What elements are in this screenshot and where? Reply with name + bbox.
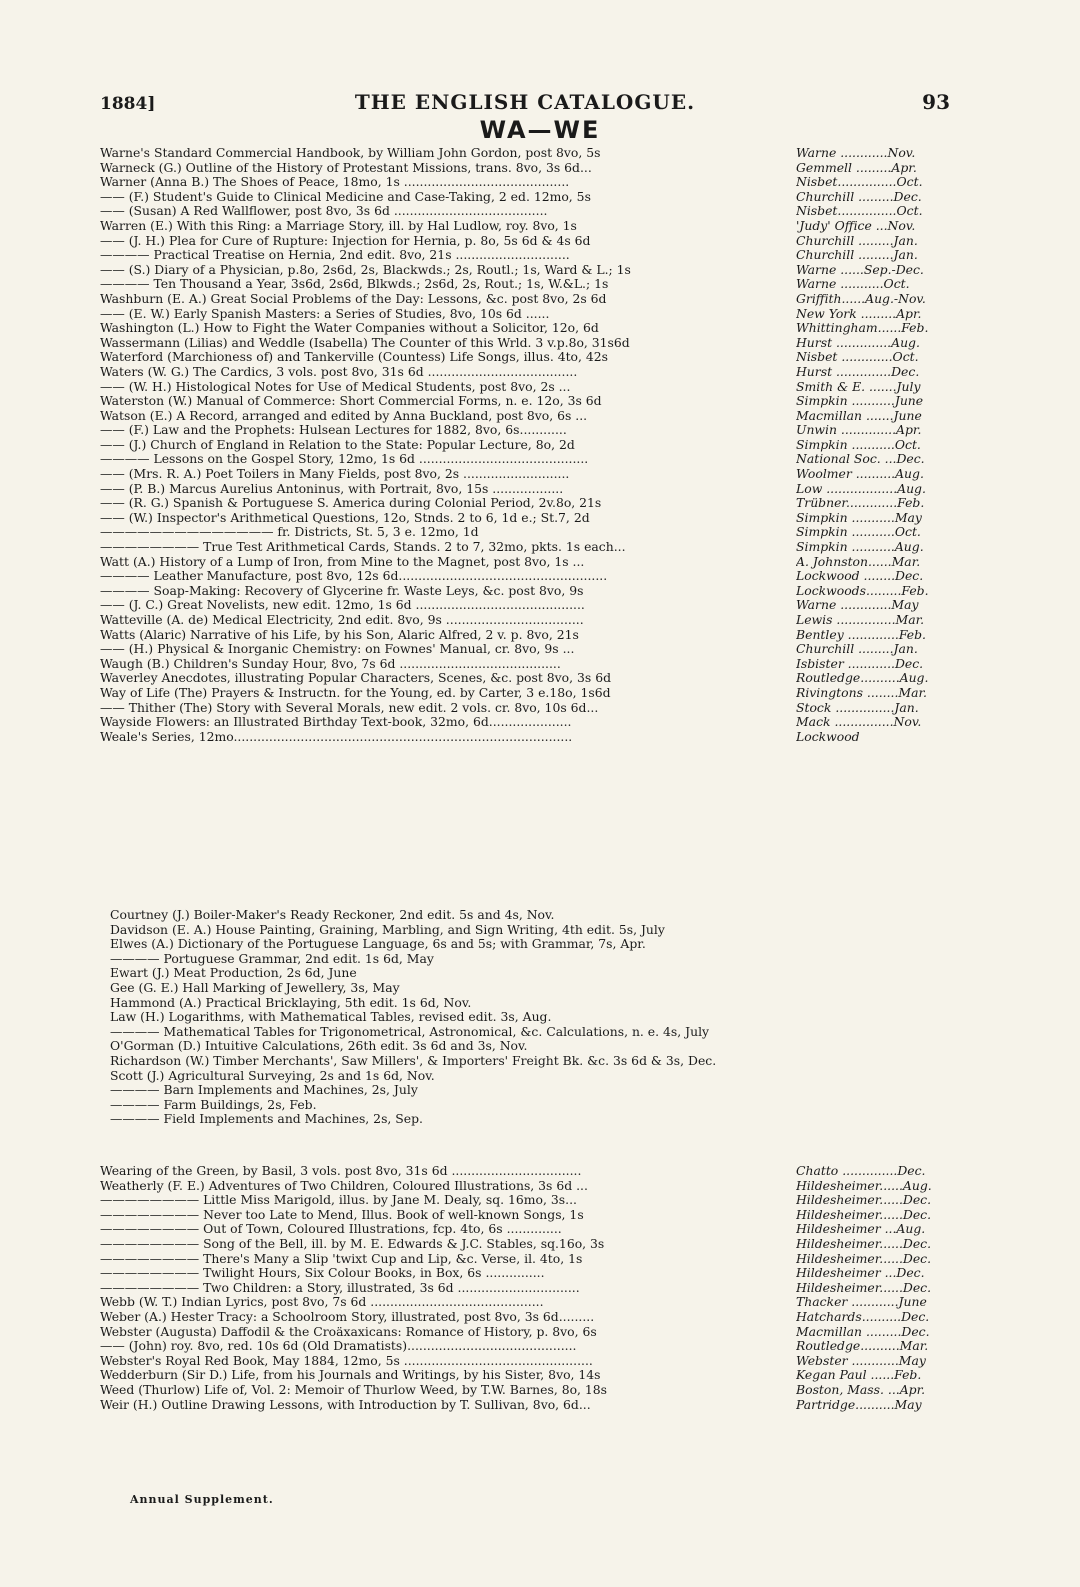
entries-wa — [100, 146, 940, 744]
catalogue-entry — [100, 1354, 940, 1369]
entry-publisher: Isbister ............Dec. — [796, 656, 924, 671]
catalogue-entry — [100, 730, 940, 745]
entry-title: Watson (E.) A Record, arranged and edited by Anna Buckland, post 8vo, 6s ... — [100, 408, 588, 423]
entry-publisher: Woolmer ..........Aug. — [796, 467, 924, 482]
catalogue-entry — [100, 671, 940, 686]
weale-entry: O'Gorman (D.) Intuitive Calculations, 26th edit. 3s 6d and 3s, Nov. — [110, 1039, 528, 1054]
catalogue-entry — [100, 350, 940, 365]
entry-title: ———————— Out of Town, Coloured Illustrations, fcp. 4to, 6s .............. — [100, 1222, 562, 1237]
catalogue-entry — [100, 642, 940, 657]
catalogue-entry — [100, 380, 940, 395]
entry-publisher: Macmillan .........Dec. — [796, 1324, 930, 1339]
entry-title: —— (J.) Church of England in Relation to the State: Popular Lecture, 8o, 2d — [100, 437, 575, 452]
weale-entry: Ewart (J.) Meat Production, 2s 6d, June — [110, 966, 357, 981]
entry-title: —— (F.) Student's Guide to Clinical Medicine and Case-Taking, 2 ed. 12mo, 5s — [100, 189, 591, 204]
entry-title: Warne's Standard Commercial Handbook, by William John Gordon, post 8vo, 5s — [100, 146, 601, 160]
entry-publisher: A. Johnston......Mar. — [796, 554, 921, 569]
entry-publisher: Warne ............Nov. — [796, 146, 916, 160]
entry-title: Wassermann (Lilias) and Weddle (Isabella) The Counter of this Wrld. 3 v.p.8o, 31s6d — [100, 335, 630, 350]
entry-title: Weatherly (F. E.) Adventures of Two Children, Coloured Illustrations, 3s 6d ... — [100, 1178, 588, 1193]
weale-entry: Courtney (J.) Boiler-Maker's Ready Reckoner, 2nd edit. 5s and 4s, Nov. — [110, 908, 555, 922]
entry-publisher: Simpkin ...........Aug. — [796, 540, 924, 555]
entry-publisher: Simpkin ...........May — [796, 510, 922, 525]
entry-publisher: Hurst ..............Dec. — [796, 364, 920, 379]
entry-publisher: Simpkin ...........June — [796, 394, 924, 409]
entry-publisher: Simpkin ...........Oct. — [796, 437, 921, 452]
entry-title: Waterford (Marchioness of) and Tankerville (Countess) Life Songs, illus. 4to, 42s — [100, 350, 609, 365]
entry-title: ———— Soap-Making: Recovery of Glycerine fr. Waste Leys, &c. post 8vo, 9s — [100, 583, 584, 598]
catalogue-entry — [100, 525, 940, 540]
entry-publisher: Mack ...............Nov. — [796, 715, 922, 730]
entry-title: Warneck (G.) Outline of the History of Protestant Missions, trans. 8vo, 3s 6d... — [100, 160, 592, 175]
entry-publisher: Routledge..........Mar. — [796, 1339, 929, 1354]
entry-publisher: Lockwoods.........Feb. — [796, 583, 929, 598]
catalogue-entry — [100, 1368, 940, 1383]
entry-title: Warner (Anna B.) The Shoes of Peace, 18mo, 1s .......................................... — [100, 175, 570, 190]
entry-publisher: New York .........Apr. — [796, 306, 922, 321]
catalogue-entry — [100, 1295, 940, 1310]
entry-title: Waters (W. G.) The Cardics, 3 vols. post 8vo, 31s 6d ...................................... — [100, 364, 578, 379]
entry-title: ———————— True Test Arithmetical Cards, Stands. 2 to 7, 32mo, pkts. 1s each... — [100, 540, 626, 555]
catalogue-entry — [100, 423, 940, 438]
entry-title: Weale's Series, 12mo...................................................................................... — [100, 729, 573, 744]
entry-publisher: Hurst ..............Aug. — [796, 335, 920, 350]
entry-title: Weir (H.) Outline Drawing Lessons, with Introduction by T. Sullivan, 8vo, 6d... — [100, 1397, 591, 1412]
header-year: 1884] — [100, 94, 156, 114]
entry-title: —— (Mrs. R. A.) Poet Toilers in Many Fields, post 8vo, 2s ........................... — [100, 467, 570, 482]
entry-title: Washington (L.) How to Fight the Water Companies without a Solicitor, 12o, 6d — [100, 321, 599, 336]
entry-publisher: Churchill .........Dec. — [796, 189, 922, 204]
entry-title: Watts (Alaric) Narrative of his Life, by his Son, Alaric Alfred, 2 v. p. 8vo, 21s — [100, 627, 579, 642]
catalogue-entry — [100, 1266, 940, 1281]
entry-publisher: Lewis ...............Mar. — [796, 613, 925, 627]
catalogue-entry — [100, 584, 940, 599]
catalogue-entry — [100, 175, 940, 190]
entry-publisher: Simpkin ...........Oct. — [796, 525, 921, 540]
catalogue-entry — [100, 394, 940, 409]
weale-entry: Hammond (A.) Practical Bricklaying, 5th edit. 1s 6d, Nov. — [110, 995, 472, 1010]
catalogue-entry — [100, 146, 940, 161]
entry-title: Washburn (E. A.) Great Social Problems of the Day: Lessons, &c. post 8vo, 2s 6d — [100, 291, 607, 306]
entry-title: Waverley Anecdotes, illustrating Popular Characters, Scenes, &c. post 8vo, 3s 6d — [100, 671, 612, 686]
catalogue-entry — [100, 1179, 940, 1194]
catalogue-entry — [100, 1193, 940, 1208]
entry-publisher: Hildesheimer......Dec. — [796, 1207, 932, 1222]
entry-publisher: Macmillan .......June — [796, 408, 922, 423]
entry-title: Webb (W. T.) Indian Lyrics, post 8vo, 7s 6d ............................................ — [100, 1295, 544, 1310]
catalogue-entry — [100, 598, 940, 613]
weale-entry: Gee (G. E.) Hall Marking of Jewellery, 3s, May — [110, 980, 400, 995]
entry-publisher: Hildesheimer ...Dec. — [796, 1266, 925, 1281]
catalogue-entry — [100, 1237, 940, 1252]
entry-publisher: Churchill .........Jan. — [796, 642, 918, 657]
entry-publisher: Rivingtons ........Mar. — [796, 685, 927, 700]
entries-we — [100, 1164, 940, 1412]
entry-title: —— (J. C.) Great Novelists, new edit. 12mo, 1s 6d ........................................... — [100, 598, 585, 613]
entry-publisher: Nisbet .............Oct. — [796, 350, 919, 365]
catalogue-entry — [100, 1252, 940, 1267]
weale-entry: ———— Field Implements and Machines, 2s, Sep. — [110, 1112, 423, 1127]
entry-publisher: Unwin ..............Apr. — [796, 423, 922, 438]
entry-title: ———————— Two Children: a Story, illustrated, 3s 6d ............................... — [100, 1280, 580, 1295]
entry-title: Waterston (W.) Manual of Commerce: Short Commercial Forms, n. e. 12o, 3s 6d — [100, 394, 602, 409]
weale-entry: ———— Barn Implements and Machines, 2s, July — [110, 1083, 418, 1098]
catalogue-entry — [100, 715, 940, 730]
entry-publisher: Warne .............May — [796, 598, 919, 613]
weale-entry: Law (H.) Logarithms, with Mathematical Tables, revised edit. 3s, Aug. — [110, 1010, 552, 1025]
entry-title: —— (W. H.) Histological Notes for Use of Medical Students, post 8vo, 2s ... — [100, 379, 571, 394]
footer-note: Annual Supplement. — [130, 1493, 274, 1506]
entry-publisher: Smith & E. .......July — [796, 379, 921, 394]
catalogue-entry — [100, 555, 940, 570]
entry-title: ———— Leather Manufacture, post 8vo, 12s 6d..................................................... — [100, 569, 608, 584]
entry-publisher: Partridge..........May — [796, 1397, 922, 1412]
entry-title: Webster (Augusta) Daffodil & the Croäxaxicans: Romance of History, p. 8vo, 6s — [100, 1324, 597, 1339]
catalogue-entry — [100, 686, 940, 701]
entry-publisher: Hatchards..........Dec. — [796, 1309, 930, 1324]
entry-publisher: Churchill .........Jan. — [796, 248, 918, 263]
catalogue-entry — [100, 204, 940, 219]
entry-title: Wearing of the Green, by Basil, 3 vols. post 8vo, 31s 6d ................................. — [100, 1164, 582, 1178]
catalogue-entry — [100, 1208, 940, 1223]
catalogue-entry — [100, 701, 940, 716]
entry-publisher: Boston, Mass. ...Apr. — [796, 1382, 926, 1397]
entry-title: —— (John) roy. 8vo, red. 10s 6d (Old Dramatists)........................................... — [100, 1339, 577, 1354]
catalogue-entry — [100, 1325, 940, 1340]
entry-publisher: Gemmell .........Apr. — [796, 160, 917, 175]
entry-publisher: Griffith......Aug.-Nov. — [796, 291, 926, 306]
entry-title: ———————— Song of the Bell, ill. by M. E. Edwards & J.C. Stables, sq.16o, 3s — [100, 1236, 605, 1251]
catalogue-entry — [100, 277, 940, 292]
entry-title: ———————— There's Many a Slip 'twixt Cup and Lip, &c. Verse, il. 4to, 1s — [100, 1251, 583, 1266]
catalogue-entry — [100, 219, 940, 234]
weale-entry: ———— Farm Buildings, 2s, Feb. — [110, 1097, 317, 1112]
entry-title: —— (R. G.) Spanish & Portuguese S. America during Colonial Period, 2v.8o, 21s — [100, 496, 602, 511]
entry-title: —————————————— fr. Districts, St. 5, 3 e. 12mo, 1d — [100, 525, 479, 540]
entry-publisher: National Soc. ...Dec. — [796, 452, 925, 467]
entry-title: Watt (A.) History of a Lump of Iron, from Mine to the Magnet, post 8vo, 1s ... — [100, 554, 585, 569]
catalogue-entry — [100, 540, 940, 555]
entry-title: Weed (Thurlow) Life of, Vol. 2: Memoir of Thurlow Weed, by T.W. Barnes, 8o, 18s — [100, 1382, 608, 1397]
weale-entry: Scott (J.) Agricultural Surveying, 2s and 1s 6d, Nov. — [110, 1068, 435, 1083]
entry-title: —— (H.) Physical & Inorganic Chemistry: on Fownes' Manual, cr. 8vo, 9s ... — [100, 642, 575, 657]
entry-publisher: Stock ...............Jan. — [796, 700, 919, 715]
entry-publisher: Hildesheimer ...Aug. — [796, 1222, 926, 1237]
entry-publisher: 'Judy' Office ...Nov. — [796, 218, 916, 233]
entry-publisher: Chatto ..............Dec. — [796, 1164, 926, 1178]
entry-title: Watteville (A. de) Medical Electricity, 2nd edit. 8vo, 9s ................................... — [100, 613, 584, 627]
weale-entry: Richardson (W.) Timber Merchants', Saw Millers', & Importers' Freight Bk. &c. 3s 6d & 3s, Dec. — [110, 1053, 717, 1068]
entry-publisher: Hildesheimer......Dec. — [796, 1193, 932, 1208]
entry-title: Weber (A.) Hester Tracy: a Schoolroom Story, illustrated, post 8vo, 3s 6d......... — [100, 1309, 595, 1324]
catalogue-entry — [100, 467, 940, 482]
entry-publisher: Bentley .............Feb. — [796, 627, 926, 642]
catalogue-entry — [100, 1339, 940, 1354]
entry-title: Wedderburn (Sir D.) Life, from his Journals and Writings, by his Sister, 8vo, 14s — [100, 1368, 601, 1383]
weale-entry: ———— Portuguese Grammar, 2nd edit. 1s 6d, May — [110, 951, 434, 966]
weale-entry: ———— Mathematical Tables for Trigonometrical, Astronomical, &c. Calculations, n. e. 4s, July — [110, 1024, 710, 1039]
catalogue-entry — [100, 248, 940, 263]
entry-title: —— (P. B.) Marcus Aurelius Antoninus, with Portrait, 8vo, 15s .................. — [100, 481, 564, 496]
entry-title: ———— Ten Thousand a Year, 3s6d, 2s6d, Blkwds.; 2s6d, 2s, Rout.; 1s, W.&L.; 1s — [100, 277, 609, 292]
catalogue-entry — [100, 1383, 940, 1398]
entry-publisher: Nisbet...............Oct. — [796, 204, 923, 219]
entry-title: —— (E. W.) Early Spanish Masters: a Series of Studies, 8vo, 10s 6d ...... — [100, 306, 550, 321]
catalogue-entry — [100, 1222, 940, 1237]
entry-publisher: Lockwood — [796, 729, 860, 744]
entry-title: —— (Susan) A Red Wallflower, post 8vo, 3s 6d ....................................... — [100, 204, 548, 219]
entry-title: —— (F.) Law and the Prophets: Hulsean Lectures for 1882, 8vo, 6s............ — [100, 423, 567, 438]
entry-publisher: Warne ......Sep.-Dec. — [796, 262, 924, 277]
page-number: 93 — [922, 90, 950, 114]
entry-publisher: Hildesheimer......Aug. — [796, 1178, 932, 1193]
entry-title: Warren (E.) With this Ring: a Marriage Story, ill. by Hal Ludlow, roy. 8vo, 1s — [100, 218, 577, 233]
entry-title: Wayside Flowers: an Illustrated Birthday Text-book, 32mo, 6d..................... — [100, 715, 572, 730]
catalogue-entry — [100, 511, 940, 526]
entry-title: ———— Lessons on the Gospel Story, 12mo, 1s 6d ........................................... — [100, 452, 589, 467]
catalogue-entry — [100, 409, 940, 424]
catalogue-entry — [100, 190, 940, 205]
catalogue-entry — [100, 365, 940, 380]
catalogue-entry — [100, 263, 940, 278]
entry-title: —— (J. H.) Plea for Cure of Rupture: Injection for Hernia, p. 8o, 5s 6d & 4s 6d — [100, 233, 591, 248]
entry-title: Webster's Royal Red Book, May 1884, 12mo, 5s ................................................ — [100, 1353, 593, 1368]
entry-title: Waugh (B.) Children's Sunday Hour, 8vo, 7s 6d ......................................... — [100, 656, 561, 671]
catalogue-entry — [100, 569, 940, 584]
catalogue-entry — [100, 1164, 940, 1179]
weale-entry: Davidson (E. A.) House Painting, Graining, Marbling, and Sign Writing, 4th edit. 5s, July — [110, 922, 665, 937]
catalogue-entry — [100, 496, 940, 511]
catalogue-entry — [100, 1281, 940, 1296]
entry-publisher: Lockwood ........Dec. — [796, 569, 924, 584]
catalogue-entry — [100, 307, 940, 322]
entry-title: ———————— Never too Late to Mend, Illus. Book of well-known Songs, 1s — [100, 1207, 584, 1222]
entry-publisher: Webster ............May — [796, 1353, 926, 1368]
catalogue-entry — [100, 613, 940, 628]
entry-publisher: Trübner.............Feb. — [796, 496, 925, 511]
entry-publisher: Hildesheimer......Dec. — [796, 1280, 932, 1295]
entry-publisher: Warne ...........Oct. — [796, 277, 910, 292]
entry-publisher: Churchill .........Jan. — [796, 233, 918, 248]
catalogue-entry — [100, 1398, 940, 1413]
catalogue-entry — [100, 657, 940, 672]
running-header — [100, 88, 950, 118]
entry-title: —— (S.) Diary of a Physician, p.8o, 2s6d, 2s, Blackwds.; 2s, Routl.; 1s, Ward & L.; 1s — [100, 262, 631, 277]
entry-publisher: Hildesheimer......Dec. — [796, 1251, 932, 1266]
entry-title: ———————— Twilight Hours, Six Colour Books, in Box, 6s ............... — [100, 1266, 545, 1281]
catalogue-entry — [100, 292, 940, 307]
catalogue-entry — [100, 482, 940, 497]
entry-publisher: Hildesheimer......Dec. — [796, 1236, 932, 1251]
catalogue-entry — [100, 438, 940, 453]
catalogue-entry — [100, 234, 940, 249]
catalogue-entry — [100, 321, 940, 336]
entry-publisher: Nisbet...............Oct. — [796, 175, 923, 190]
catalogue-entry — [100, 1310, 940, 1325]
entry-title: —— (W.) Inspector's Arithmetical Questions, 12o, Stnds. 2 to 6, 1d e.; St.7, 2d — [100, 510, 590, 525]
weale-entry: Elwes (A.) Dictionary of the Portuguese Language, 6s and 5s; with Grammar, 7s, Apr. — [110, 937, 646, 952]
entry-title: ———————— Little Miss Marigold, illus. by Jane M. Dealy, sq. 16mo, 3s... — [100, 1193, 577, 1208]
header-title: THE ENGLISH CATALOGUE. — [354, 90, 696, 114]
section-heading: WA—WE — [479, 116, 601, 144]
catalogue-entry — [100, 161, 940, 176]
weale-series-list — [110, 908, 950, 1127]
entry-publisher: Kegan Paul ......Feb. — [796, 1368, 922, 1383]
catalogue-entry — [100, 452, 940, 467]
catalogue-entry — [100, 628, 940, 643]
entry-publisher: Whittingham......Feb. — [796, 321, 929, 336]
catalogue-entry — [100, 336, 940, 351]
entry-title: Way of Life (The) Prayers & Instructn. for the Young, ed. by Carter, 3 e.18o, 1s6d — [100, 685, 611, 700]
entry-publisher: Thacker ............June — [796, 1295, 927, 1310]
entry-title: —— Thither (The) Story with Several Morals, new edit. 2 vols. cr. 8vo, 10s 6d... — [100, 700, 599, 715]
entry-title: ———— Practical Treatise on Hernia, 2nd edit. 8vo, 21s ............................. — [100, 248, 570, 263]
entry-publisher: Low ..................Aug. — [796, 481, 926, 496]
entry-publisher: Routledge..........Aug. — [796, 671, 929, 686]
